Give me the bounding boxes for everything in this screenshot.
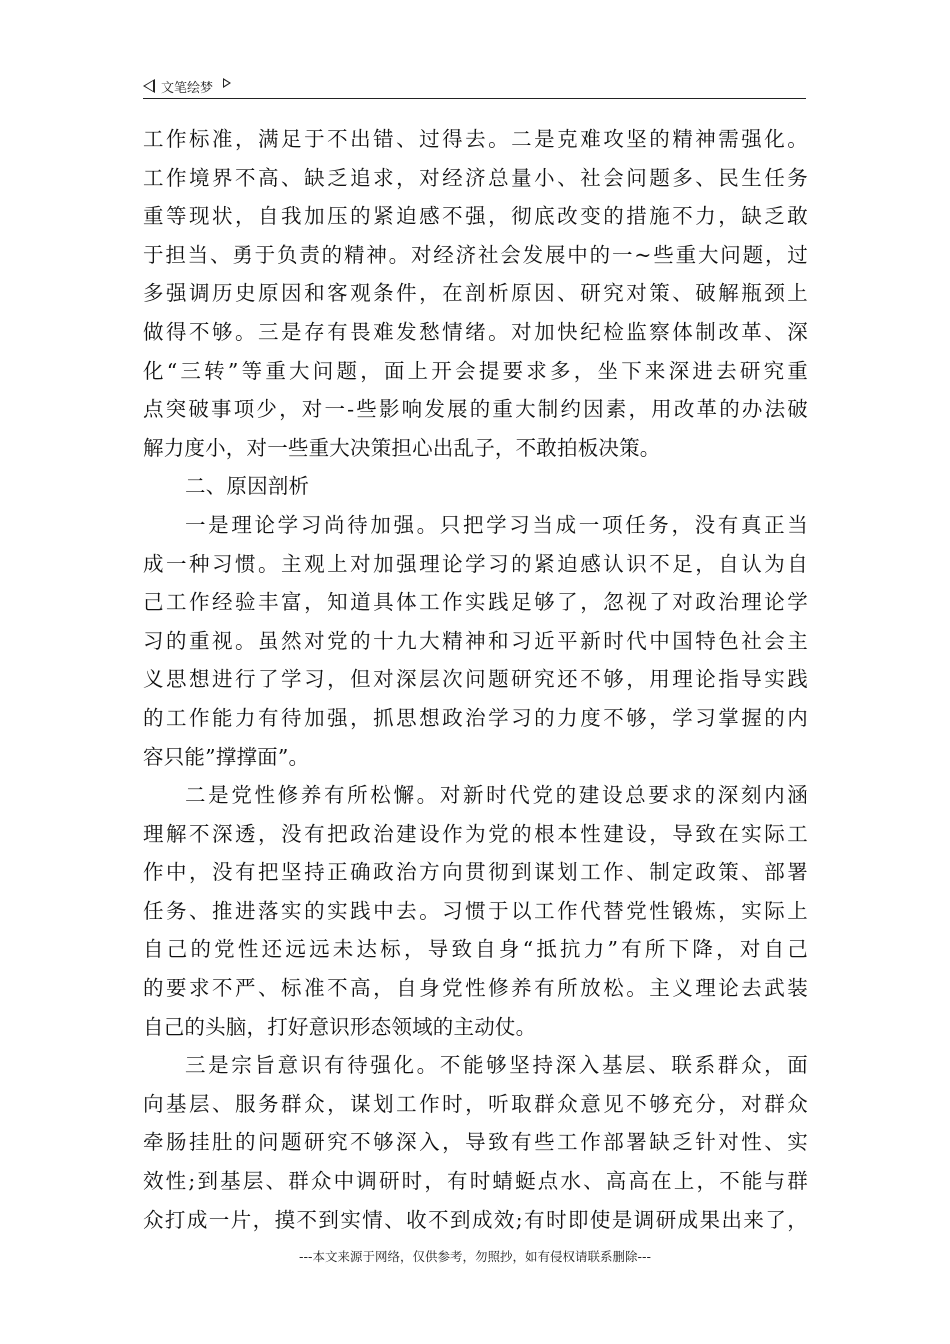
text-line: 多强调历史原因和客观条件，在剖析原因、研究对策、破解瓶颈上 — [143, 281, 808, 306]
text-line: 的要求不严、标准不高，自身党性修养有所放松。主义理论去武装 — [143, 976, 808, 1001]
text-line: 的工作能力有待加强，抓思想政治学习的力度不够，学习掌握的内 — [143, 705, 808, 730]
text-line: 重等现状，自我加压的紧迫感不强，彻底改变的措施不力，缺乏敢 — [143, 204, 808, 229]
text-line: 解力度小，对一些重大决策担心出乱子，不敢拍板决策。 — [143, 435, 661, 460]
text-line: 二、原因剖析 — [185, 474, 310, 499]
text-line: 自己的头脑，打好意识形态领域的主动仗。 — [143, 1014, 537, 1039]
text-line: 一是理论学习尚待加强。只把学习当成一项任务，没有真正当 — [185, 512, 808, 537]
text-line: 作中，没有把坚持正确政治方向贯彻到谋划工作、制定政策、部署 — [143, 860, 808, 885]
triangle-left-icon — [143, 79, 155, 93]
text-line: 向基层、服务群众，谋划工作时，听取群众意见不够充分，对群众 — [143, 1091, 808, 1116]
text-line: 三是宗旨意识有待强化。不能够坚持深入基层、联系群众，面 — [185, 1053, 808, 1078]
triangle-right-icon — [223, 78, 231, 88]
text-line: 任务、推进落实的实践中去。习惯于以工作代替党性锻炼，实际上 — [143, 898, 808, 923]
text-line: 二是党性修养有所松懈。对新时代党的建设总要求的深刻内涵 — [185, 783, 808, 808]
text-line: 理解不深透，没有把政治建设作为党的根本性建设，导致在实际工 — [143, 821, 808, 846]
text-line: 义思想进行了学习，但对深层次问题研究还不够，用理论指导实践 — [143, 667, 808, 692]
text-line: 化“三转”等重大问题，面上开会提要求多，坐下来深进去研究重 — [143, 358, 808, 383]
text-line: 牵肠挂肚的问题研究不够深入，导致有些工作部署缺乏针对性、实 — [143, 1130, 808, 1155]
page-header — [143, 74, 806, 99]
text-line: 工作境界不高、缺乏追求，对经济总量小、社会问题多、民生任务 — [143, 165, 808, 190]
text-line: 工作标准，满足于不出错、过得去。二是克难攻坚的精神需强化。 — [143, 127, 808, 151]
document-body — [143, 120, 808, 1239]
text-line: 容只能”撑撑面”。 — [143, 744, 310, 769]
text-line: 做得不够。三是存有畏难发愁情绪。对加快纪检监察体制改革、深 — [143, 319, 808, 344]
text-line: 己工作经验丰富，知道具体工作实践足够了，忽视了对政治理论学 — [143, 590, 808, 615]
text-line: 成一种习惯。主观上对加强理论学习的紧迫感认识不足，自认为自 — [143, 551, 808, 576]
text-line: 自己的党性还远远未达标，导致自身“抵抗力”有所下降，对自己 — [143, 937, 808, 962]
text-line: 效性;到基层、群众中调研时，有时蜻蜓点水、高高在上，不能与群 — [143, 1169, 808, 1194]
footer-notice: ---本文来源于网络，仅供参考，勿照抄，如有侵权请联系删除--- — [298, 1249, 652, 1264]
text-line: 点突破事项少，对一-些影响发展的重大制约因素，用改革的办法破 — [143, 397, 808, 422]
text-line: 众打成一片，摸不到实情、收不到成效;有时即使是调研成果出来了， — [143, 1207, 808, 1232]
header-brand: 文笔绘梦 — [161, 80, 214, 96]
text-line: 于担当、勇于负责的精神。对经济社会发展中的一~些重大问题，过 — [143, 242, 808, 267]
text-line: 习的重视。虽然对党的十九大精神和习近平新时代中国特色社会主 — [143, 628, 808, 653]
